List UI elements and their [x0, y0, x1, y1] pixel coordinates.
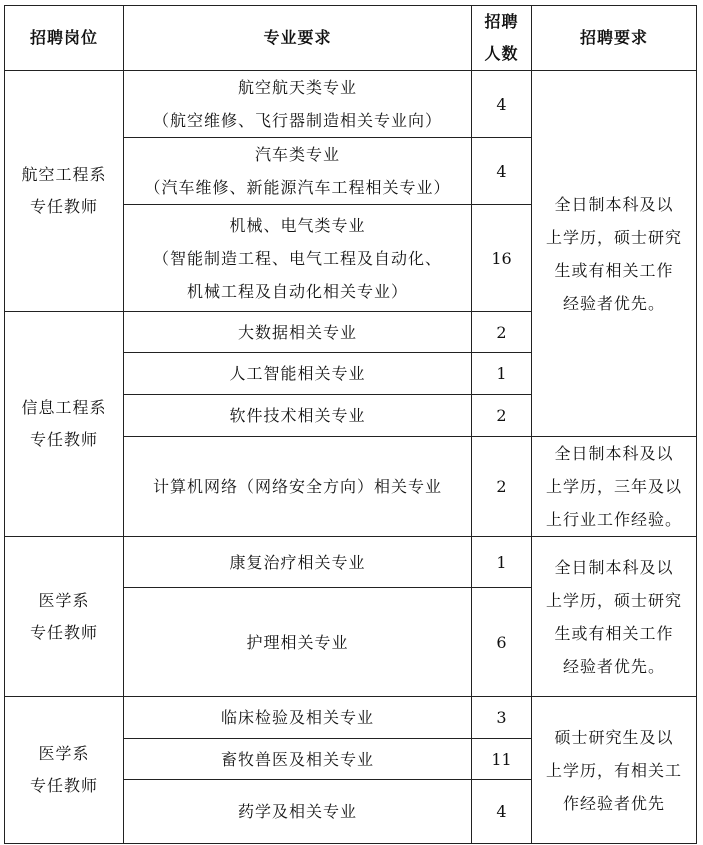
req-line: 上学历，三年及以 — [545, 477, 682, 496]
major-line3: 机械工程及自动化相关专业） — [186, 281, 408, 301]
major-cell: 软件技术相关专业 — [124, 395, 472, 437]
position-line2: 专任教师 — [29, 430, 98, 449]
requirements-cell — [532, 71, 697, 437]
major-cell: 畜牧兽医及相关专业 — [124, 739, 472, 780]
req-line: 硕士研究生及以 — [554, 727, 674, 747]
major-line1: 航空航天类专业 — [237, 78, 357, 97]
header-position: 招聘岗位 — [5, 6, 124, 71]
position-line1: 信息工程系 — [21, 398, 107, 417]
requirements-cell — [532, 697, 697, 844]
req-line: 生或有相关工作 — [554, 260, 674, 280]
position-line2: 专任教师 — [29, 197, 98, 216]
table-row — [5, 697, 697, 739]
major-cell: 药学及相关专业 — [124, 780, 472, 844]
major-line1: 机械、电气类专业 — [229, 215, 366, 235]
count-cell: 1 — [472, 537, 532, 588]
recruitment-table — [4, 5, 697, 844]
req-line: 上学历，硕士研究 — [545, 227, 682, 247]
req-line: 作经验者优先 — [562, 793, 665, 813]
position-line1: 医学系 — [38, 590, 90, 610]
count-cell: 3 — [472, 697, 532, 739]
header-requirements: 招聘要求 — [532, 6, 697, 71]
req-line: 上学历，有相关工 — [545, 760, 682, 780]
major-cell: 护理相关专业 — [124, 588, 472, 697]
count-cell: 4 — [472, 138, 532, 205]
major-cell: 计算机网络（网络安全方向）相关专业 — [124, 437, 472, 537]
major-cell — [124, 71, 472, 138]
table-row — [5, 71, 697, 138]
major-cell: 康复治疗相关专业 — [124, 537, 472, 588]
req-line: 全日制本科及以 — [554, 444, 674, 463]
count-cell: 16 — [472, 205, 532, 312]
major-cell: 大数据相关专业 — [124, 312, 472, 353]
req-line: 生或有相关工作 — [554, 623, 674, 643]
req-line: 全日制本科及以 — [554, 194, 674, 214]
position-cell — [5, 697, 124, 844]
position-cell — [5, 71, 124, 312]
count-cell: 2 — [472, 395, 532, 437]
req-line: 上学历，硕士研究 — [545, 590, 682, 610]
header-count — [472, 6, 532, 71]
position-cell — [5, 537, 124, 697]
requirements-cell — [532, 437, 697, 537]
req-line: 经验者优先。 — [562, 293, 665, 313]
count-cell: 2 — [472, 437, 532, 537]
count-cell: 11 — [472, 739, 532, 780]
major-line2: （汽车维修、新能源汽车工程相关专业） — [144, 178, 451, 197]
req-line: 上行业工作经验。 — [545, 510, 682, 529]
major-cell — [124, 138, 472, 205]
requirements-cell — [532, 537, 697, 697]
position-line1: 医学系 — [38, 744, 90, 763]
major-cell — [124, 205, 472, 312]
position-line2: 专任教师 — [29, 776, 98, 795]
header-row — [5, 6, 697, 71]
req-line: 全日制本科及以 — [554, 557, 674, 577]
major-line2: （航空维修、飞行器制造相关专业向） — [152, 111, 442, 130]
count-cell: 2 — [472, 312, 532, 353]
header-major: 专业要求 — [124, 6, 472, 71]
position-line1: 航空工程系 — [21, 165, 107, 184]
major-cell: 人工智能相关专业 — [124, 353, 472, 395]
count-cell: 4 — [472, 71, 532, 138]
table-row — [5, 537, 697, 588]
count-cell: 1 — [472, 353, 532, 395]
major-line2: （智能制造工程、电气工程及自动化、 — [152, 248, 442, 268]
position-cell — [5, 312, 124, 537]
position-line2: 专任教师 — [29, 622, 98, 642]
major-cell: 临床检验及相关专业 — [124, 697, 472, 739]
header-count-line1: 招聘 — [484, 12, 519, 31]
count-cell: 4 — [472, 780, 532, 844]
count-cell: 6 — [472, 588, 532, 697]
header-count-line2: 人数 — [484, 44, 519, 63]
req-line: 经验者优先。 — [562, 656, 665, 676]
major-line1: 汽车类专业 — [254, 145, 340, 164]
